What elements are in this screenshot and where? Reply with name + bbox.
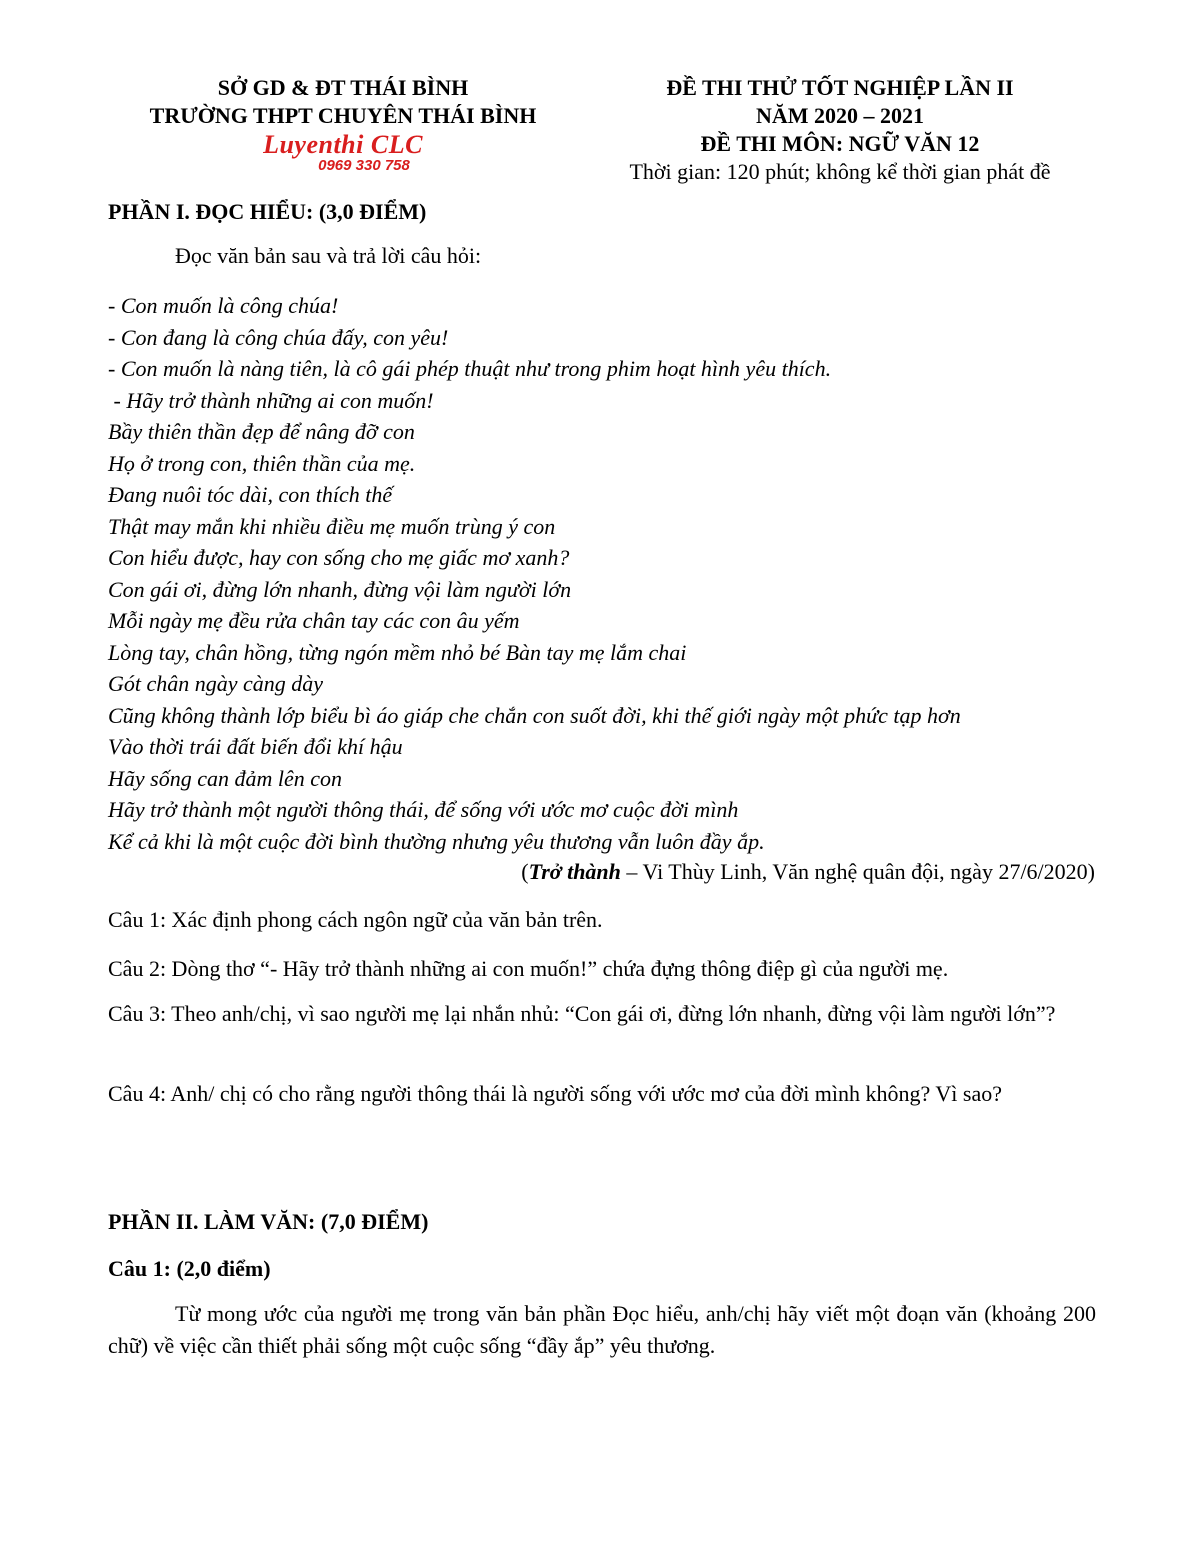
brand-phone: 0969 330 758 bbox=[318, 157, 410, 174]
poem-line: Lòng tay, chân hồng, từng ngón mềm nhỏ bé Bàn tay mẹ lắm chai bbox=[108, 639, 687, 665]
poem-source bbox=[108, 857, 1095, 887]
department-name: SỞ GD & ĐT THÁI BÌNH bbox=[217, 75, 469, 100]
part1-title: PHẦN I. ĐỌC HIỂU: (3,0 ĐIỂM) bbox=[108, 199, 427, 224]
source-title: Trở thành bbox=[528, 859, 621, 884]
school-header bbox=[108, 74, 578, 174]
poem-line: Con hiểu được, hay con sống cho mẹ giấc mơ xanh? bbox=[108, 545, 570, 570]
exam-header bbox=[585, 74, 1095, 186]
poem-line: - Con đang là công chúa đấy, con yêu! bbox=[108, 324, 449, 350]
poem-line: Hãy sống can đảm lên con bbox=[108, 765, 343, 791]
poem-line: Bầy thiên thần đẹp để nâng đỡ con bbox=[108, 419, 415, 444]
poem-line: - Con muốn là công chúa! bbox=[108, 293, 339, 318]
poem-line: Vào thời trái đất biến đổi khí hậu bbox=[108, 734, 403, 759]
poem-line: Mỗi ngày mẹ đều rửa chân tay các con âu yếm bbox=[108, 608, 520, 633]
poem-line: Thật may mắn khi nhiều điều mẹ muốn trùng ý con bbox=[108, 513, 556, 539]
question-1: Câu 1: Xác định phong cách ngôn ngữ của văn bản trên. bbox=[108, 907, 603, 932]
poem-line: Đang nuôi tóc dài, con thích thế bbox=[108, 482, 393, 507]
poem-line: Hãy trở thành một người thông thái, để sống với ước mơ cuộc đời mình bbox=[108, 797, 739, 822]
poem-line: Kể cả khi là một cuộc đời bình thường nhưng yêu thương vẫn luôn đầy ắp. bbox=[108, 828, 765, 854]
poem-line: - Con muốn là nàng tiên, là cô gái phép thuật như trong phim hoạt hình yêu thích. bbox=[108, 356, 832, 381]
exam-year: NĂM 2020 – 2021 bbox=[755, 103, 925, 128]
poem-line: Cũng không thành lớp biểu bì áo giáp che chắn con suốt đời, khi thế giới ngày một phức tạp hơn bbox=[108, 702, 961, 728]
source-open: ( bbox=[521, 859, 529, 884]
part2-title: PHẦN II. LÀM VĂN: (7,0 ĐIỂM) bbox=[108, 1209, 429, 1234]
part2-question-1-title: Câu 1: (2,0 điểm) bbox=[108, 1256, 271, 1281]
school-name: TRƯỜNG THPT CHUYÊN THÁI BÌNH bbox=[149, 103, 537, 128]
exam-title: ĐỀ THI THỬ TỐT NGHIỆP LẦN II bbox=[666, 75, 1014, 100]
poem-line: Con gái ơi, đừng lớn nhanh, đừng vội làm người lớn bbox=[108, 576, 572, 602]
source-detail: – Vi Thùy Linh, Văn nghệ quân đội, ngày 27/6/2020) bbox=[620, 859, 1095, 884]
poem-line: - Hãy trở thành những ai con muốn! bbox=[108, 387, 434, 413]
part2-question-1-text: Từ mong ước của người mẹ trong văn bản phần Đọc hiểu, anh/chị hãy viết một đoạn văn (khoảng 200 chữ) về việc cần thiết phải sống một cuộc sống “đầy ắp” yêu thương. bbox=[108, 1301, 1096, 1358]
poem-line: Gót chân ngày càng dày bbox=[108, 671, 324, 696]
question-4: Câu 4: Anh/ chị có cho rằng người thông thái là người sống với ước mơ của đời mình không? Vì sao? bbox=[108, 1081, 1002, 1106]
brand-watermark: Luyenthi CLC bbox=[263, 130, 423, 159]
exam-subject: ĐỀ THI MÔN: NGỮ VĂN 12 bbox=[700, 131, 980, 156]
part1-instruction: Đọc văn bản sau và trả lời câu hỏi: bbox=[175, 243, 482, 268]
question-3: Câu 3: Theo anh/chị, vì sao người mẹ lại nhắn nhủ: “Con gái ơi, đừng lớn nhanh, đừng vội làm người lớn”? bbox=[108, 1001, 1056, 1026]
poem bbox=[108, 290, 1108, 857]
poem-line: Họ ở trong con, thiên thần của mẹ. bbox=[108, 450, 416, 476]
exam-time: Thời gian: 120 phút; không kể thời gian phát đề bbox=[629, 159, 1051, 184]
question-2: Câu 2: Dòng thơ “- Hãy trở thành những ai con muốn!” chứa đựng thông điệp gì của người mẹ. bbox=[108, 956, 949, 981]
